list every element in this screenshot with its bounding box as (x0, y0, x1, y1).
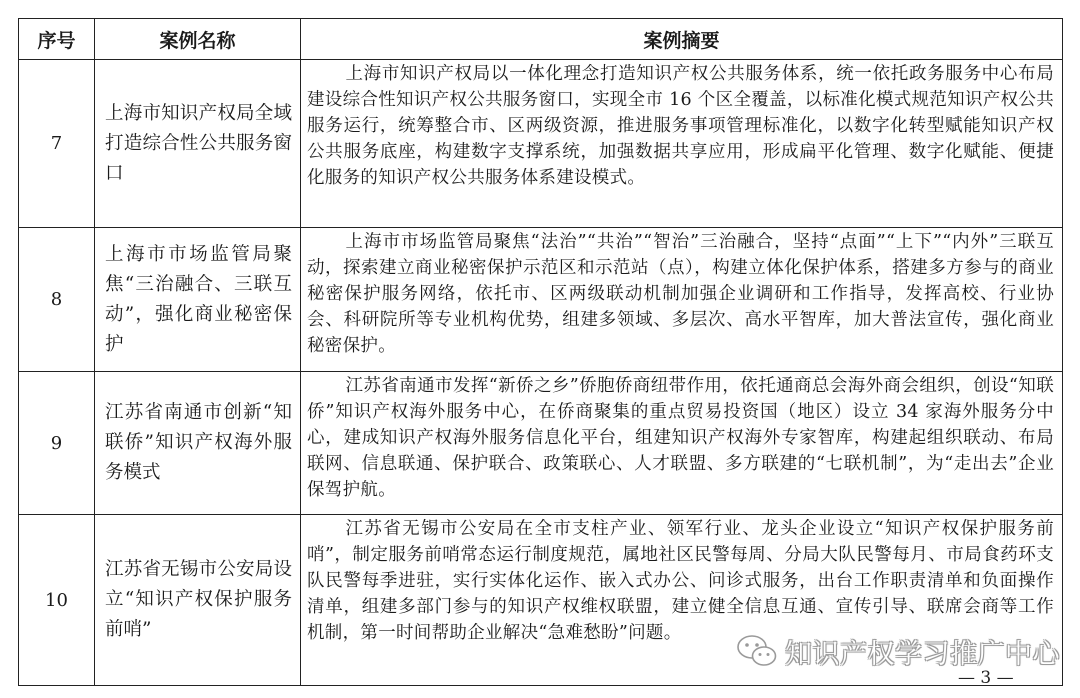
case-summary-text: 上海市知识产权局以一体化理念打造知识产权公共服务体系，统一依托政务服务中心布局建设综合性知识产权公共服务窗口，实现全市 16 个区全覆盖，以标准化模式规范知识产权公共服务运行，统筹整合市、区两级资源，推进服务事项管理标准化，以数字化转型赋能知识产权公共服务底座，构建数字支撑系统，加强数据共享应用，形成扁平化管理、数字化赋能、便捷化服务的知识产权公共服务体系建设模式。 (307, 64, 1054, 188)
case-summary-text: 江苏省南通市发挥“新侨之乡”侨胞侨商纽带作用，依托通商总会海外商会组织，创设“知联侨”知识产权海外服务中心，在侨商聚集的重点贸易投资国（地区）设立 34 家海外服务分中心，建成知识产权海外服务信息化平台，组建知识产权海外专家智库，构建起组织联动、布局联网、信息联通、保护联合、政策联心、人才联盟、多方联建的“七联机制”，为“走出去”企业保驾护航。 (307, 376, 1054, 500)
case-number: 7 (19, 60, 95, 228)
case-name: 江苏省南通市创新“知联侨”知识产权海外服务模式 (95, 372, 301, 515)
watermark (735, 633, 1060, 669)
case-number: 10 (19, 515, 95, 686)
case-summary-text: 上海市市场监管局聚焦“法治”“共治”“智治”三治融合，坚持“点面”“上下”“内外”三联互动，探索建立商业秘密保护示范区和示范站（点），构建立体化保护体系，搭建多方参与的商业秘密保护服务网络，依托市、区两级联动机制加强企业调研和工作指导，发挥高校、行业协会、科研院所等专业机构优势，组建多领域、多层次、高水平智库，加大普法宣传，强化商业秘密保护。 (307, 232, 1054, 356)
page-number: — 3 — (958, 668, 1014, 688)
case-name: 上海市知识产权局全域打造综合性公共服务窗口 (95, 60, 301, 228)
watermark-text: 知识产权学习推广中心 (785, 638, 1060, 670)
case-summary (301, 228, 1063, 372)
table-header-row (19, 19, 1063, 60)
header-number: 序号 (19, 19, 95, 60)
case-table (18, 18, 1063, 686)
case-number: 9 (19, 372, 95, 515)
case-name: 江苏省无锡市公安局设立“知识产权保护服务前哨” (95, 515, 301, 686)
case-summary (301, 372, 1063, 515)
case-summary (301, 60, 1063, 228)
case-name: 上海市市场监管局聚焦“三治融合、三联互动”，强化商业秘密保护 (95, 228, 301, 372)
table-row (19, 60, 1063, 228)
case-number: 8 (19, 228, 95, 372)
header-case-name: 案例名称 (95, 19, 301, 60)
wechat-icon (735, 633, 779, 669)
header-case-summary: 案例摘要 (301, 19, 1063, 60)
table-row (19, 372, 1063, 515)
case-summary-text: 江苏省无锡市公安局在全市支柱产业、领军行业、龙头企业设立“知识产权保护服务前哨”，制定服务前哨常态运行制度规范，属地社区民警每周、分局大队民警每月、市局食药环支队民警每季进驻，实行实体化运作、嵌入式办公、问诊式服务，出台工作职责清单和负面操作清单，组建多部门参与的知识产权维权联盟，建立健全信息互通、宣传引导、联席会商等工作机制，第一时间帮助企业解决“急难愁盼”问题。 (307, 519, 1054, 643)
table-row (19, 228, 1063, 372)
